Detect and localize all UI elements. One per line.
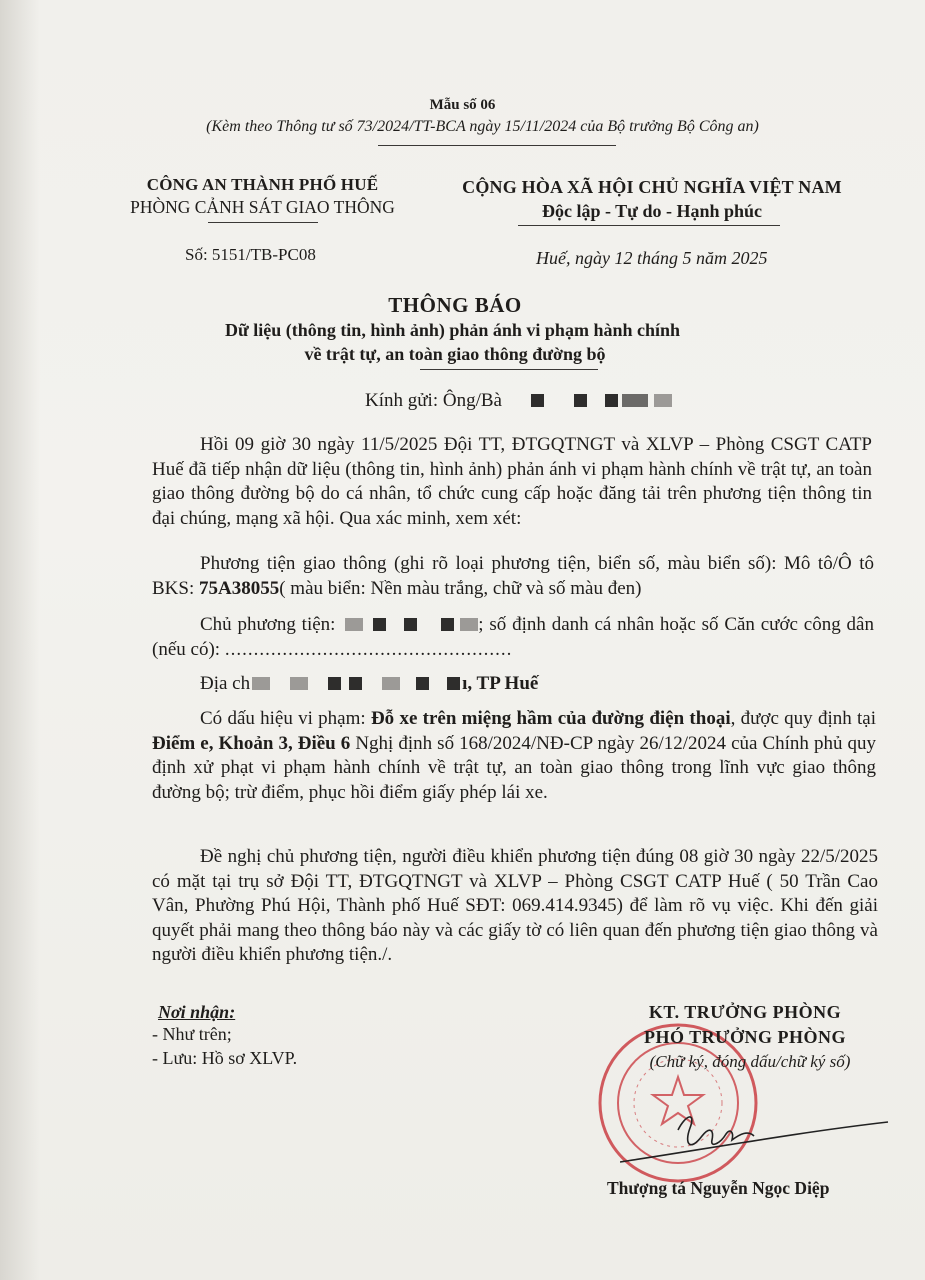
redacted-address bbox=[447, 677, 460, 690]
recipient-item: - Như trên; bbox=[152, 1024, 232, 1044]
signature-title2: PHÓ TRƯỞNG PHÒNG bbox=[643, 1027, 846, 1047]
plate-color: ( màu biển: Nền màu trắng, chữ và số màu đen) bbox=[279, 577, 642, 599]
owner-label: Chủ phương tiện: bbox=[200, 614, 342, 635]
motto-divider bbox=[518, 225, 780, 226]
redacted-address bbox=[349, 677, 362, 690]
violation-label: Có dấu hiệu vi phạm: bbox=[200, 708, 371, 729]
form-reference: (Kèm theo Thông tư số 73/2024/TT-BCA ngày 15/11/2024 của Bộ trưởng Bộ Công an) bbox=[206, 118, 759, 135]
document-title: THÔNG BÁO bbox=[388, 293, 522, 317]
title-divider bbox=[420, 369, 598, 370]
license-plate: 75A38055 bbox=[199, 577, 280, 599]
document-number: Số: 5151/TB-PC08 bbox=[185, 245, 316, 264]
owner-id-dots: .................................................. bbox=[224, 638, 513, 660]
nation-line2: Độc lập - Tự do - Hạnh phúc bbox=[541, 201, 763, 221]
redacted-address bbox=[290, 677, 308, 690]
redacted-owner bbox=[460, 618, 478, 631]
issuer-line2: PHÒNG CẢNH SÁT GIAO THÔNG bbox=[130, 197, 395, 217]
issuer-line1: CÔNG AN THÀNH PHỐ HUẾ bbox=[146, 175, 379, 194]
subtitle-line1: Dữ liệu (thông tin, hình ảnh) phản ánh vi phạm hành chính bbox=[225, 320, 680, 340]
redacted-owner bbox=[345, 618, 363, 631]
subtitle-line2: về trật tự, an toàn giao thông đường bộ bbox=[304, 344, 606, 364]
redacted-name bbox=[654, 394, 672, 407]
greeting bbox=[365, 390, 672, 412]
paragraph-receipt: Hồi 09 giờ 30 ngày 11/5/2025 Đội TT, ĐTGQTNGT và XLVP – Phòng CSGT CATP Huế đã tiếp nhận dữ liệu (thông tin, hình ảnh) phản ánh vi phạm hành chính về trật tự, an toàn giao thông đường bộ do cá nhân, tổ chức cung cấp hoặc đăng tải trên phương tiện thông tin đại chúng, mạng xã hội. Qua xác minh, xem xét: bbox=[152, 434, 872, 529]
handwritten-signature bbox=[620, 1100, 890, 1170]
date-line: Huế, ngày 12 tháng 5 năm 2025 bbox=[536, 248, 768, 268]
redacted-name bbox=[605, 394, 618, 407]
paragraph-violation bbox=[152, 707, 876, 805]
redacted-owner bbox=[441, 618, 454, 631]
paper-shadow bbox=[0, 0, 40, 1280]
violation-mid: , được quy định tại bbox=[730, 708, 876, 729]
address-label: Địa ch bbox=[200, 673, 251, 694]
form-divider bbox=[378, 145, 616, 146]
signer-name: Thượng tá Nguyễn Ngọc Diệp bbox=[607, 1178, 830, 1198]
redacted-address bbox=[416, 677, 429, 690]
violation-decree: Nghị định số 168/2024/NĐ-CP ngày 26/12/2024 của Chính phủ quy định xử phạt vi phạm hành chính về trật tự, an toàn giao thông trong lĩnh vực giao thông đường bộ; trừ điểm, phục hồi điểm giấy phép lái xe. bbox=[152, 732, 877, 803]
owner-id-label: ; số định danh cá nhân hoặc số Căn cước công dân (nếu có): bbox=[152, 614, 874, 660]
paragraph-address bbox=[200, 672, 880, 697]
recipient-item: - Lưu: Hồ sơ XLVP. bbox=[152, 1048, 298, 1068]
issuer-divider bbox=[208, 222, 318, 223]
signature-title1: KT. TRƯỞNG PHÒNG bbox=[648, 1002, 842, 1022]
paragraph-request: Đề nghị chủ phương tiện, người điều khiển phương tiện đúng 08 giờ 30 ngày 22/5/2025 có mặt tại trụ sở Đội TT, ĐTGQTNGT và XLVP – Phòng CSGT CATP Huế ( 50 Trần Cao Vân, Phường Phú Hội, Thành phố Huế SĐT: 069.414.9345) để làm rõ vụ việc. Khi đến giải quyết phải mang theo thông báo này và các giấy tờ có liên quan đến phương tiện giao thông và người điều khiển phương tiện./. bbox=[152, 846, 878, 965]
redacted-owner bbox=[404, 618, 417, 631]
redacted-address bbox=[382, 677, 400, 690]
signature-note: (Chữ ký, đóng dấu/chữ ký số) bbox=[649, 1052, 851, 1071]
legal-point: Điểm e, Khoản 3, Điều 6 bbox=[152, 732, 351, 754]
redacted-name bbox=[622, 394, 648, 407]
redacted-address bbox=[328, 677, 341, 690]
nation-line1: CỘNG HÒA XÃ HỘI CHỦ NGHĨA VIỆT NAM bbox=[462, 177, 842, 197]
violation-text: Đỗ xe trên miệng hầm của đường điện thoại bbox=[370, 708, 731, 729]
recipients-heading: Nơi nhận: bbox=[158, 1002, 236, 1022]
address-city: ı, TP Huế bbox=[462, 673, 539, 694]
paragraph-owner bbox=[152, 613, 874, 662]
greeting-text: Kính gửi: Ông/Bà bbox=[365, 390, 502, 411]
redacted-address bbox=[252, 677, 270, 690]
redacted-name bbox=[574, 394, 587, 407]
vehicle-label: Phương tiện giao thông (ghi rõ loại phương tiện, biển số, màu biển số): Mô tô/Ô tô BKS: bbox=[152, 553, 874, 599]
paragraph-vehicle bbox=[152, 552, 874, 601]
form-number: Mẫu số 06 bbox=[429, 97, 496, 113]
redacted-owner bbox=[373, 618, 386, 631]
redacted-name bbox=[531, 394, 544, 407]
